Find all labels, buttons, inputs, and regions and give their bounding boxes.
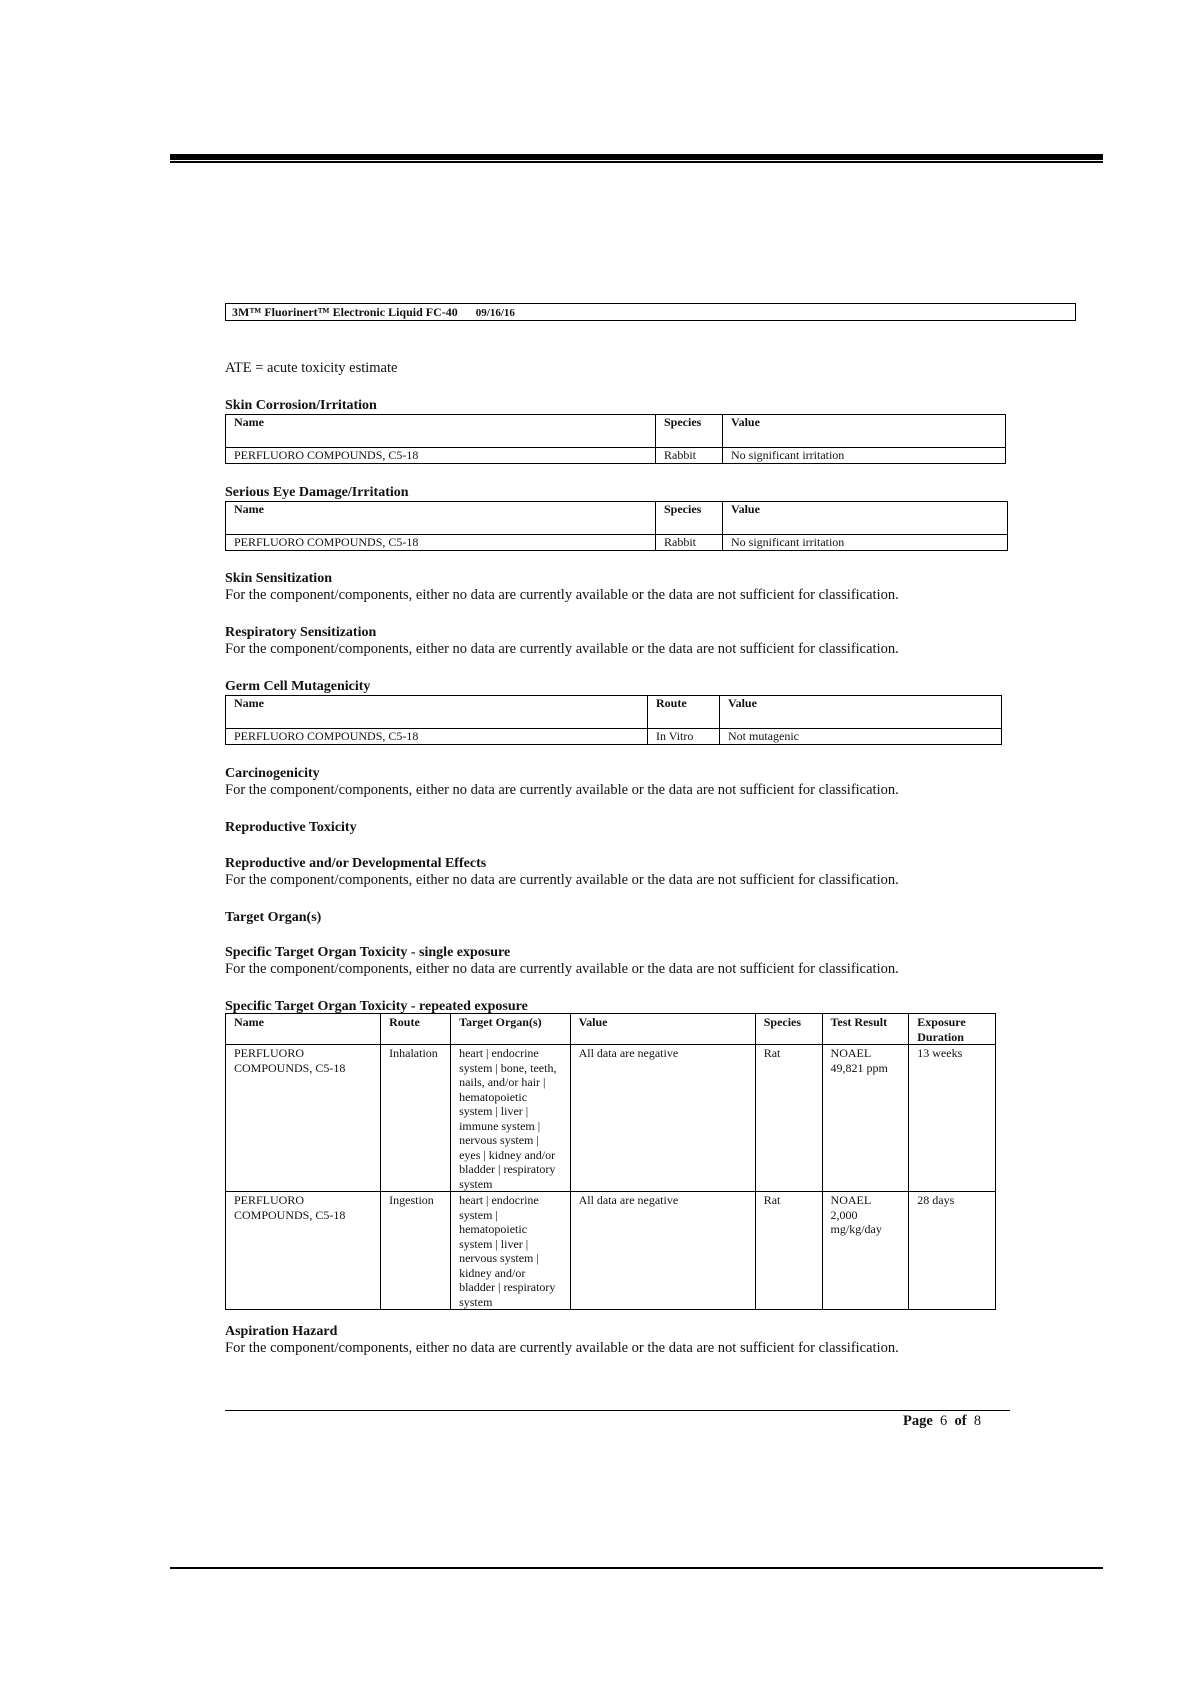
germ-cell-table — [225, 695, 1002, 745]
cell-species: Rabbit — [656, 535, 723, 551]
cell-exposure-duration: 13 weeks — [909, 1045, 996, 1192]
germ-cell-heading: Germ Cell Mutagenicity — [225, 679, 371, 694]
cell-test-result: NOAEL 49,821 ppm — [822, 1045, 909, 1192]
col-value: Value — [723, 502, 1008, 535]
cell-value: All data are negative — [570, 1045, 755, 1192]
cell-name: PERFLUORO COMPOUNDS, C5-18 — [226, 535, 656, 551]
cell-route: Inhalation — [381, 1045, 451, 1192]
eye-damage-heading: Serious Eye Damage/Irritation — [225, 485, 409, 500]
cell-value: No significant irritation — [723, 535, 1008, 551]
reproductive-effects-text: For the component/components, either no data are currently available or the data are not sufficient for classification. — [225, 872, 899, 888]
cell-name: PERFLUORO COMPOUNDS, C5-18 — [226, 448, 656, 464]
stot-single-heading: Specific Target Organ Toxicity - single exposure — [225, 945, 511, 960]
stot-single-text: For the component/components, either no data are currently available or the data are not sufficient for classification. — [225, 961, 899, 977]
col-species: Species — [656, 502, 723, 535]
page-number — [903, 1413, 981, 1430]
page-current: 6 — [940, 1413, 948, 1429]
target-organs-heading: Target Organ(s) — [225, 910, 322, 925]
document-header — [225, 303, 1076, 321]
col-value: Value — [720, 696, 1002, 729]
cell-test-result: NOAEL 2,000 mg/kg/day — [822, 1192, 909, 1310]
cell-target-organs: heart | endocrine system | hematopoietic system | liver | nervous system | kidney and/or bladder | respiratory system — [451, 1192, 571, 1310]
cell-exposure-duration: 28 days — [909, 1192, 996, 1310]
col-name: Name — [226, 696, 648, 729]
aspiration-heading: Aspiration Hazard — [225, 1324, 338, 1339]
cell-species: Rat — [755, 1045, 822, 1192]
top-rule — [170, 154, 1103, 160]
skin-sensitization-text: For the component/components, either no data are currently available or the data are not sufficient for classification. — [225, 587, 899, 603]
page-total: 8 — [973, 1413, 982, 1429]
cell-name: PERFLUORO COMPOUNDS, C5-18 — [226, 729, 648, 745]
document-date: 09/16/16 — [475, 307, 515, 319]
table-row — [226, 448, 1006, 464]
col-value: Value — [723, 415, 1006, 448]
cell-name: PERFLUORO COMPOUNDS, C5-18 — [226, 1045, 381, 1192]
cell-species: Rabbit — [656, 448, 723, 464]
cell-route: Ingestion — [381, 1192, 451, 1310]
table-row — [226, 1192, 996, 1310]
reproductive-toxicity-heading: Reproductive Toxicity — [225, 820, 357, 835]
respiratory-sensitization-heading: Respiratory Sensitization — [225, 625, 377, 640]
col-target-organs: Target Organ(s) — [451, 1014, 571, 1045]
col-exposure-duration: Exposure Duration — [909, 1014, 996, 1045]
stot-repeated-heading: Specific Target Organ Toxicity - repeated exposure — [225, 999, 528, 1014]
cell-species: Rat — [755, 1192, 822, 1310]
cell-target-organs: heart | endocrine system | bone, teeth, nails, and/or hair | hematopoietic system | liver | immune system | nervous system | eyes | kidney and/or bladder | respiratory system — [451, 1045, 571, 1192]
table-row — [226, 535, 1008, 551]
bottom-rule — [170, 1567, 1103, 1569]
col-name: Name — [226, 502, 656, 535]
col-test-result: Test Result — [822, 1014, 909, 1045]
reproductive-effects-heading: Reproductive and/or Developmental Effects — [225, 856, 487, 871]
col-species: Species — [755, 1014, 822, 1045]
skin-sensitization-heading: Skin Sensitization — [225, 571, 332, 586]
stot-repeated-table — [225, 1013, 996, 1310]
table-row — [226, 1045, 996, 1192]
top-rule-thin — [170, 161, 1103, 163]
of-label: of — [954, 1413, 967, 1429]
cell-value: All data are negative — [570, 1192, 755, 1310]
col-species: Species — [656, 415, 723, 448]
col-name: Name — [226, 1014, 381, 1045]
aspiration-text: For the component/components, either no data are currently available or the data are not sufficient for classification. — [225, 1340, 899, 1356]
col-name: Name — [226, 415, 656, 448]
table-row — [226, 729, 1002, 745]
cell-route: In Vitro — [648, 729, 720, 745]
page-label: Page — [903, 1413, 933, 1429]
skin-corrosion-heading: Skin Corrosion/Irritation — [225, 398, 377, 413]
respiratory-sensitization-text: For the component/components, either no data are currently available or the data are not sufficient for classification. — [225, 641, 899, 657]
ate-note: ATE = acute toxicity estimate — [225, 360, 398, 376]
cell-value: No significant irritation — [723, 448, 1006, 464]
skin-corrosion-table — [225, 414, 1006, 464]
carcinogenicity-text: For the component/components, either no data are currently available or the data are not sufficient for classification. — [225, 782, 899, 798]
carcinogenicity-heading: Carcinogenicity — [225, 766, 320, 781]
product-name: 3M™ Fluorinert™ Electronic Liquid FC-40 — [232, 305, 458, 319]
col-value: Value — [570, 1014, 755, 1045]
cell-value: Not mutagenic — [720, 729, 1002, 745]
footer-rule — [225, 1410, 1010, 1411]
cell-name: PERFLUORO COMPOUNDS, C5-18 — [226, 1192, 381, 1310]
eye-damage-table — [225, 501, 1008, 551]
col-route: Route — [648, 696, 720, 729]
col-route: Route — [381, 1014, 451, 1045]
